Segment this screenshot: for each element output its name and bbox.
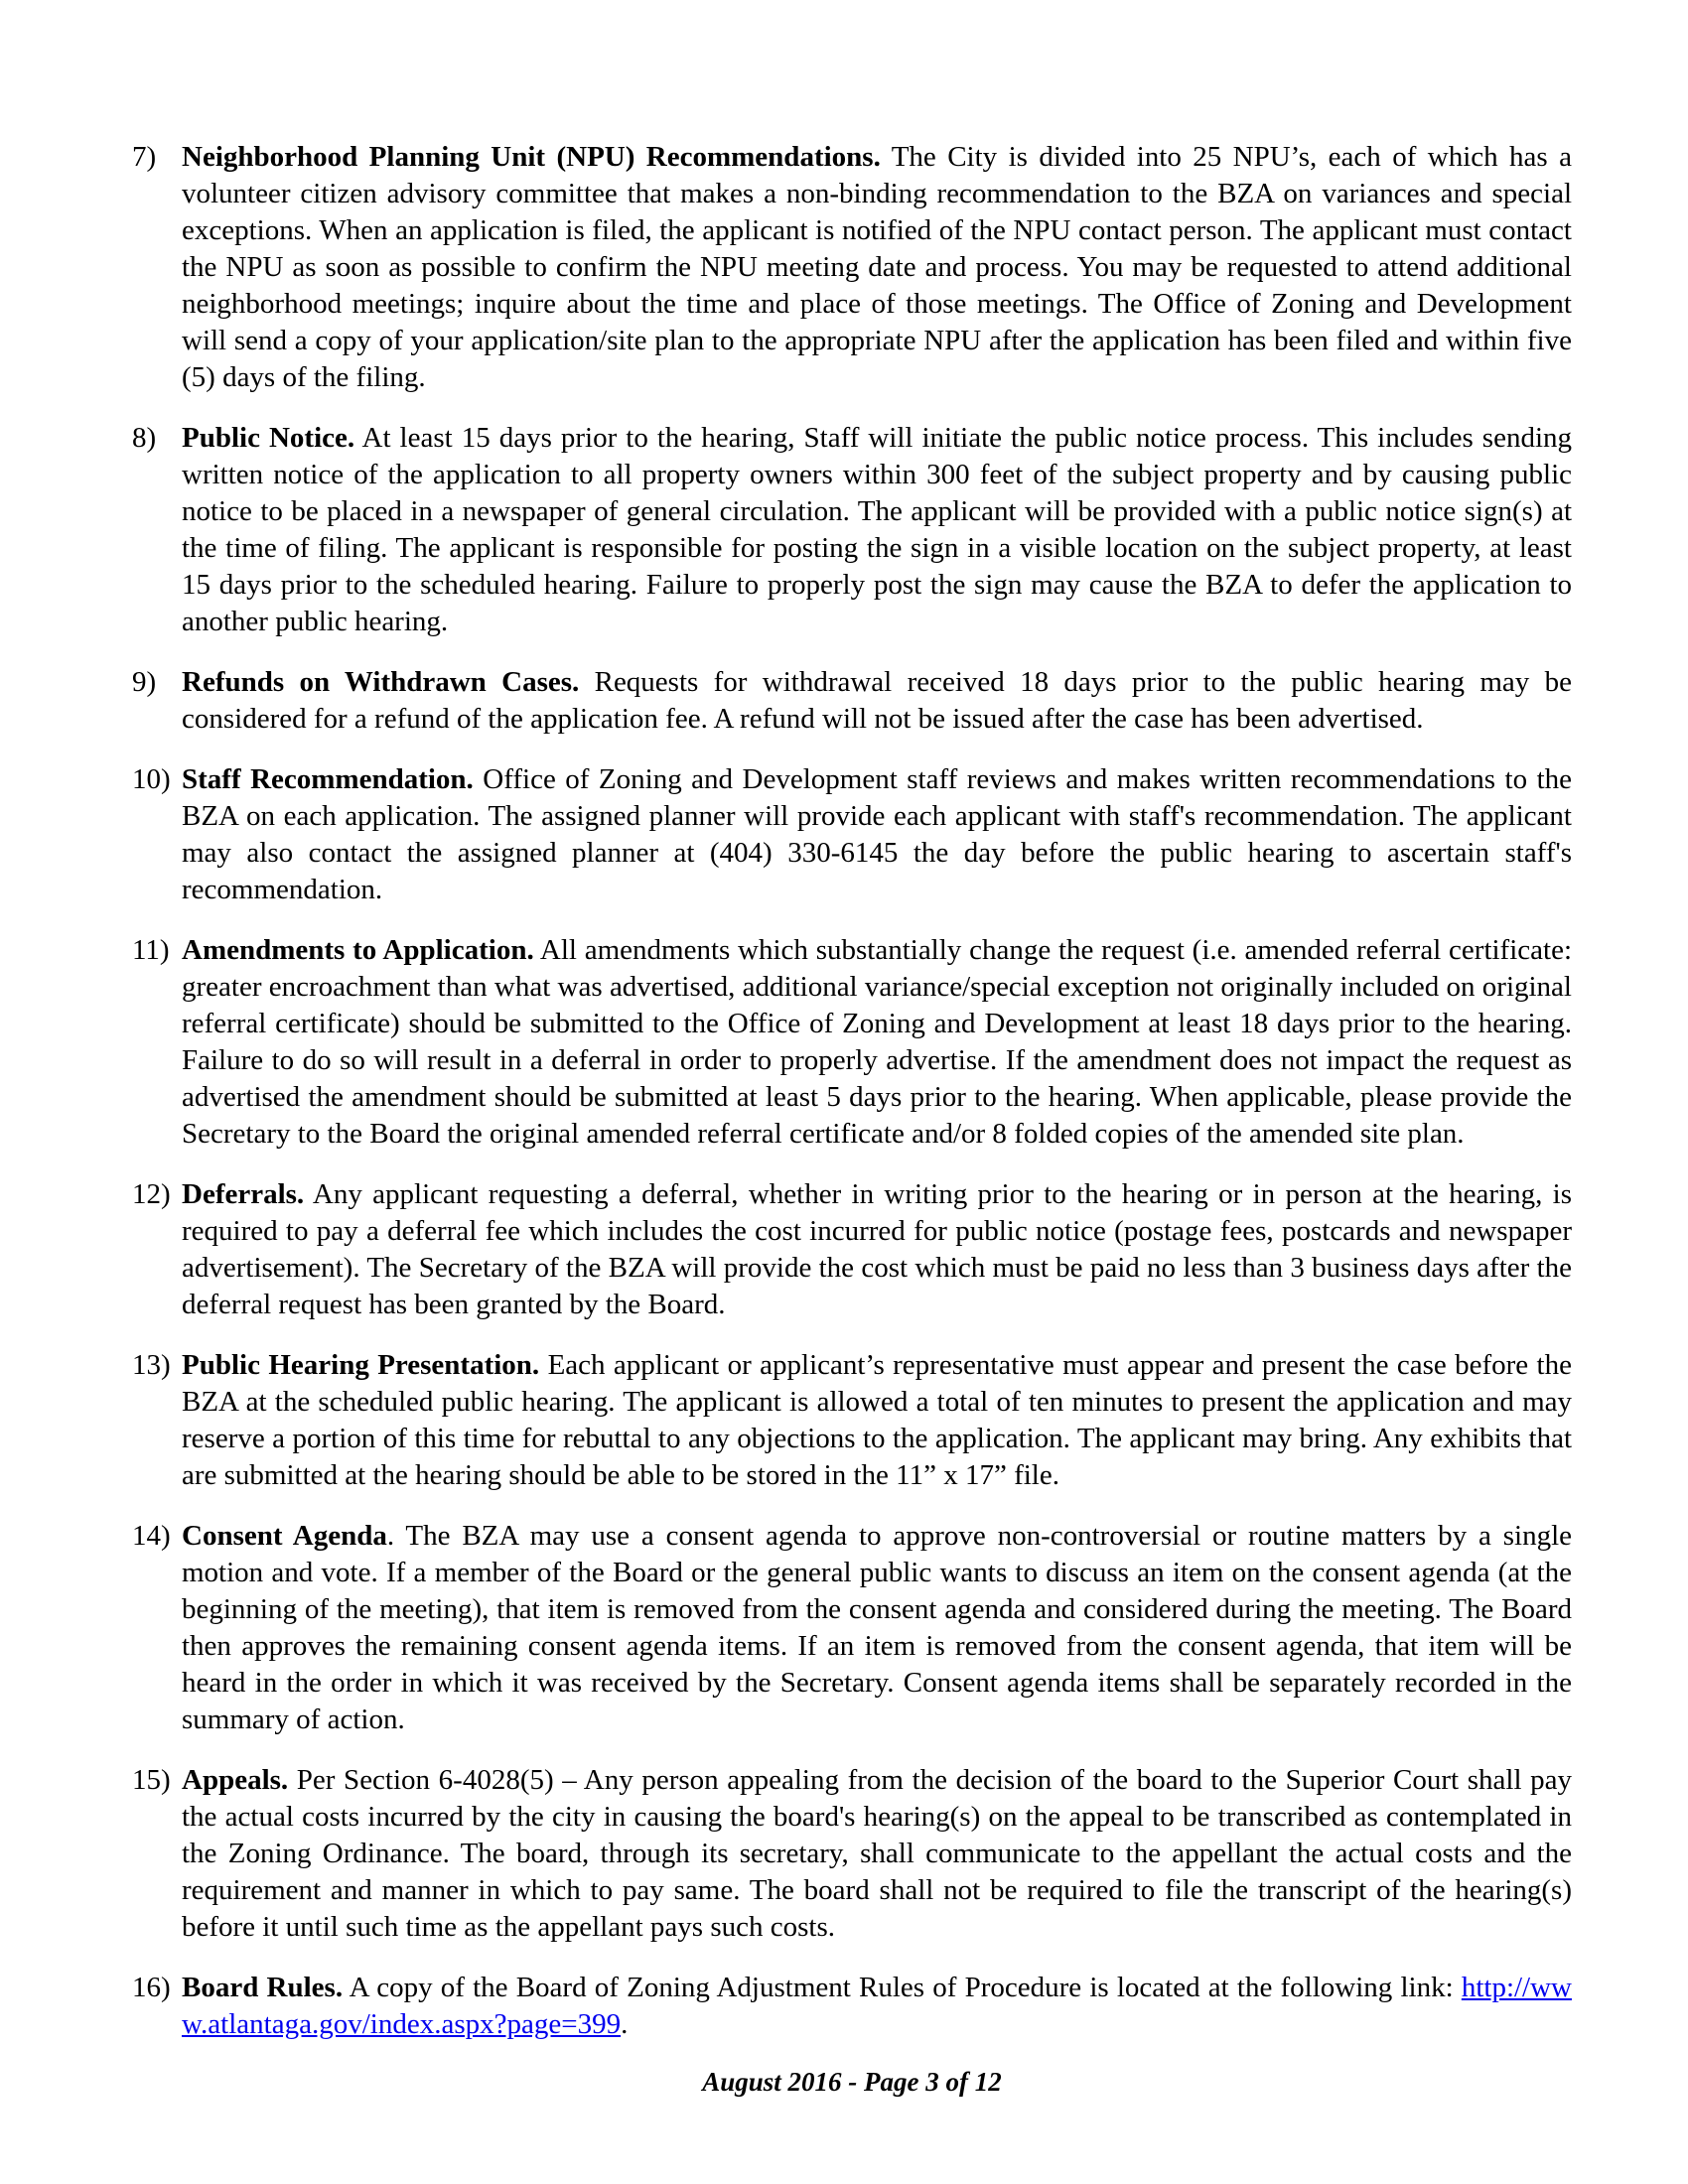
list-item-13 bbox=[132, 1347, 1572, 1494]
item-heading: Amendments to Application. bbox=[182, 934, 534, 966]
item-heading: Public Hearing Presentation. bbox=[182, 1349, 540, 1381]
item-number: 7) bbox=[132, 141, 157, 173]
item-number: 14) bbox=[132, 1520, 171, 1552]
item-body: Requests for withdrawal received 18 days prior to the public hearing may be considered for a refund of the application fee. A refund will not be issued after the case has been advertised. bbox=[182, 666, 1572, 735]
item-body: All amendments which substantially change the request (i.e. amended referral certificate: greater encroachment than what was advertised, additional variance/special exception not originally included on original referral certificate) should be submitted to the Office of Zoning and Development at least 18 days prior to the hearing. Failure to do so will result in a deferral in order to properly advertise. If the amendment does not impact the request as advertised the amendment should be submitted at least 5 days prior to the hearing. When applicable, please provide the Secretary to the Board the original amended referral certificate and/or 8 folded copies of the amended site plan. bbox=[182, 934, 1572, 1150]
item-heading: Staff Recommendation. bbox=[182, 763, 474, 795]
list-item-7 bbox=[132, 139, 1572, 396]
page-footer: August 2016 - Page 3 of 12 bbox=[702, 2067, 1002, 2097]
item-number: 16) bbox=[132, 1972, 171, 2003]
list-item-14 bbox=[132, 1518, 1572, 1738]
item-number: 8) bbox=[132, 422, 157, 454]
item-body: Each applicant or applicant’s representative must appear and present the case before the BZA at the scheduled public hearing. The applicant is allowed a total of ten minutes to present the application and may reserve a portion of this time for rebuttal to any objections to the application. The applicant may bring. Any exhibits that are submitted at the hearing should be able to be stored in the 11” x 17” file. bbox=[182, 1349, 1572, 1491]
item-body: Office of Zoning and Development staff reviews and makes written recommendations to the BZA on each application. The assigned planner will provide each applicant with staff's recommendation. The applicant may also contact the assigned planner at (404) 330-6145 the day before the public hearing to ascertain staff's recommendation. bbox=[182, 763, 1573, 905]
item-heading: Deferrals. bbox=[182, 1178, 305, 1210]
item-body: The City is divided into 25 NPU’s, each of which has a volunteer citizen advisory committee that makes a non-binding recommendation to the BZA on variances and special exceptions. When an application is filed, the applicant is notified of the NPU contact person. The applicant must contact the NPU as soon as possible to confirm the NPU meeting date and process. You may be requested to attend additional neighborhood meetings; inquire about the time and place of those meetings. The Office of Zoning and Development will send a copy of your application/site plan to the appropriate NPU after the application has been filed and within five (5) days of the filing. bbox=[182, 141, 1572, 393]
list-item-10 bbox=[132, 761, 1572, 908]
item-number: 9) bbox=[132, 666, 157, 698]
item-body: Per Section 6-4028(5) – Any person appealing from the decision of the board to the Superior Court shall pay the actual costs incurred by the city in causing the board's hearing(s) on the appeal to be transcribed as contemplated in the Zoning Ordinance. The board, through its secretary, shall communicate to the appellant the actual costs and the requirement and manner in which to pay same. The board shall not be required to file the transcript of the hearing(s) before it until such time as the appellant pays such costs. bbox=[182, 1764, 1572, 1943]
item-number: 15) bbox=[132, 1764, 171, 1796]
item-body: A copy of the Board of Zoning Adjustment Rules of Procedure is located at the following link: bbox=[343, 1972, 1462, 2003]
item-heading: Consent Agenda bbox=[182, 1520, 387, 1552]
item-number: 13) bbox=[132, 1349, 171, 1381]
item-heading: Neighborhood Planning Unit (NPU) Recommendations. bbox=[182, 141, 881, 173]
item-body: At least 15 days prior to the hearing, Staff will initiate the public notice process. This includes sending written notice of the application to all property owners within 300 feet of the subject property and by causing public notice to be placed in a newspaper of general circulation. The applicant will be provided with a public notice sign(s) at the time of filing. The applicant is responsible for posting the sign in a visible location on the subject property, at least 15 days prior to the scheduled hearing. Failure to properly post the sign may cause the BZA to defer the application to another public hearing. bbox=[182, 422, 1573, 637]
list-item-12 bbox=[132, 1176, 1572, 1323]
item-heading: Appeals. bbox=[182, 1764, 289, 1796]
list-item-15 bbox=[132, 1762, 1572, 1946]
item-number: 11) bbox=[132, 934, 170, 966]
item-body: Any applicant requesting a deferral, whether in writing prior to the hearing or in person at the hearing, is required to pay a deferral fee which includes the cost incurred for public notice (postage fees, postcards and newspaper advertisement). The Secretary of the BZA will provide the cost which must be paid no less than 3 business days after the deferral request has been granted by the Board. bbox=[182, 1178, 1572, 1320]
item-number: 10) bbox=[132, 763, 171, 795]
list-item-16 bbox=[132, 1970, 1572, 2043]
item-heading: Board Rules. bbox=[182, 1972, 344, 2003]
board-rules-link[interactable]: http://www.atlantaga.gov/index.aspx?page=399 bbox=[182, 1972, 1572, 2040]
item-heading: Refunds on Withdrawn Cases. bbox=[182, 666, 580, 698]
item-body: . The BZA may use a consent agenda to approve non-controversial or routine matters by a single motion and vote. If a member of the Board or the general public wants to discuss an item on the consent agenda (at the beginning of the meeting), that item is removed from the consent agenda and considered during the meeting. The Board then approves the remaining consent agenda items. If an item is removed from the consent agenda, that item will be heard in the order in which it was received by the Secretary. Consent agenda items shall be separately recorded in the summary of action. bbox=[182, 1520, 1573, 1735]
after-link-period: . bbox=[621, 2008, 629, 2040]
list-item-9 bbox=[132, 664, 1572, 738]
list-item-11 bbox=[132, 932, 1572, 1153]
item-heading: Public Notice. bbox=[182, 422, 355, 454]
list-item-8 bbox=[132, 420, 1572, 640]
item-number: 12) bbox=[132, 1178, 171, 1210]
numbered-list bbox=[132, 139, 1572, 2067]
